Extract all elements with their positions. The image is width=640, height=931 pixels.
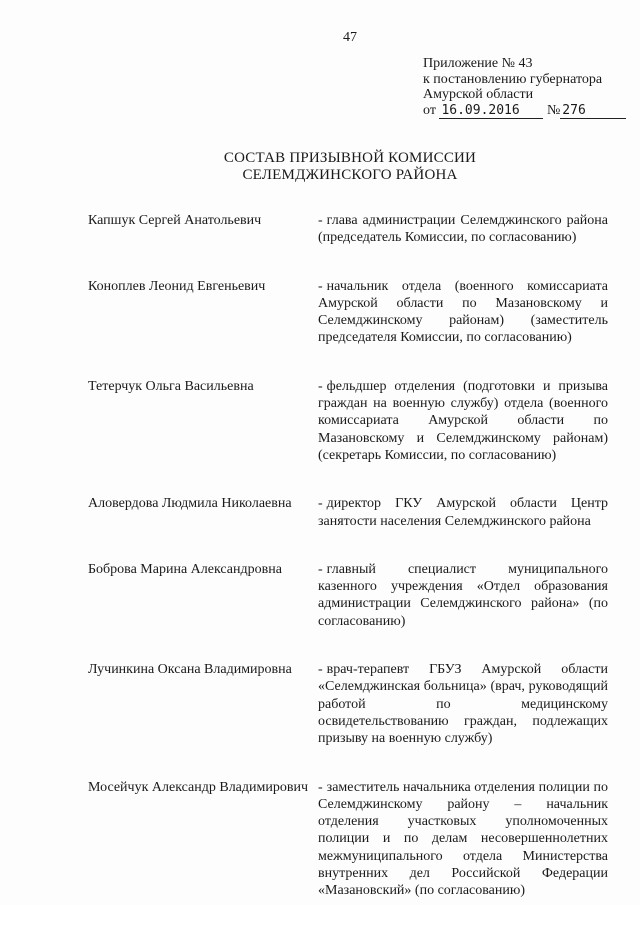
member-name: Капшук Сергей Анатольевич <box>88 213 262 228</box>
member-row <box>88 661 608 747</box>
member-name: Боброва Марина Александровна <box>88 561 282 577</box>
appendix-line-2: к постановлению губернатора <box>423 71 603 87</box>
member-name: Аловердова Людмила Николаевна <box>88 496 292 512</box>
appendix-line-3: Амурской области <box>423 87 534 102</box>
document-title <box>0 150 640 184</box>
member-role: - директор ГКУ Амурской области Центр занятости населения Селемджинского района <box>318 496 608 529</box>
title-line-1: СОСТАВ ПРИЗЫВНОЙ КОМИССИИ <box>223 150 477 166</box>
member-role: - главный специалист муниципального казенного учреждения «Отдел образования администрации Селемджинского района» (по согласованию) <box>318 561 608 629</box>
member-role: - глава администрации Селемджинского района (председатель Комиссии, по согласованию) <box>318 213 608 246</box>
member-role: - врач-терапевт ГБУЗ Амурской области «Селемджинская больница» (врач, руководящий работой по медицинскому освидетельствованию граждан, подлежащих призыву на военную службу) <box>318 662 608 747</box>
member-name: Тетерчук Ольга Васильевна <box>88 378 254 394</box>
member-row <box>88 378 608 464</box>
date-prefix: от <box>423 102 436 118</box>
member-role: - фельдшер отделения (подготовки и призыва граждан на военную службу) отдела (военного комиссариата Амурской области по Мазановскому и Селемджинскому районам) (секретарь Комиссии, по согласованию) <box>318 378 608 463</box>
number-prefix: № <box>546 102 561 118</box>
member-role: - начальник отдела (военного комиссариата Амурской области по Мазановскому и Селемджинскому районам) (заместитель председателя Комиссии, по согласованию) <box>318 278 608 346</box>
decree-number: 276 <box>560 104 626 119</box>
member-row <box>88 212 608 247</box>
member-row <box>88 495 608 530</box>
appendix-date-line <box>423 103 633 119</box>
member-name: Мосейчук Александр Владимирович <box>88 779 309 795</box>
member-role: - заместитель начальника отделения полиции по Селемджинскому району – начальник отделения участковых уполномоченных полиции и по делам несовершеннолетних межмуниципального отдела Министерства внутренних дел Российской Федерации «Мазановский» (по согласованию) <box>318 779 608 899</box>
decree-date: 16.09.2016 <box>439 104 543 119</box>
member-name: Коноплев Леонид Евгеньевич <box>88 278 266 294</box>
appendix-line-1: Приложение № 43 <box>423 56 533 71</box>
title-line-2: СЕЛЕМДЖИНСКОГО РАЙОНА <box>242 167 458 183</box>
page-number: 47 <box>343 30 357 45</box>
members-list <box>88 212 608 931</box>
member-row <box>88 779 608 900</box>
member-row <box>88 561 608 630</box>
member-name: Лучинкина Оксана Владимировна <box>88 662 292 678</box>
member-row <box>88 278 608 347</box>
appendix-header <box>423 56 633 119</box>
